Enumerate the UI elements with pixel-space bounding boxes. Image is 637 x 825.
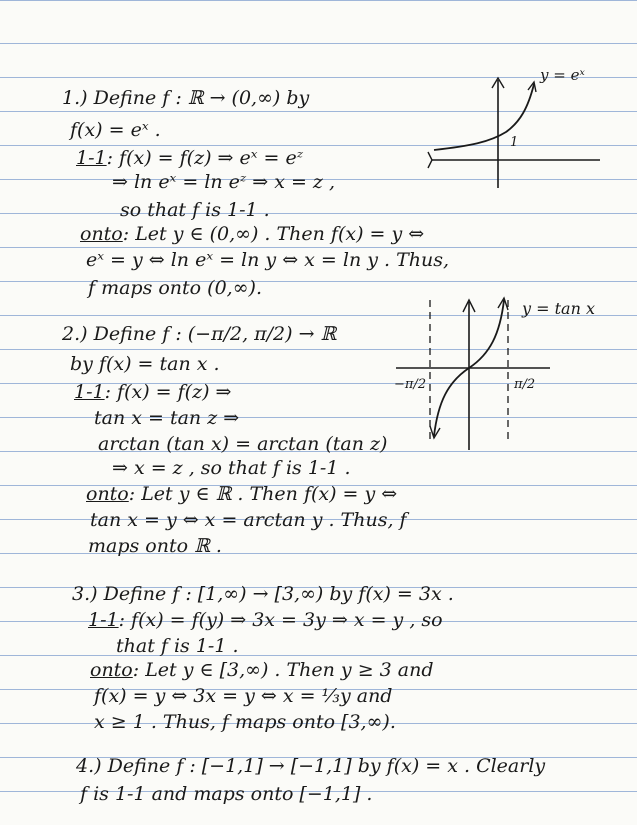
problem-3-line-4: [90, 658, 434, 682]
problem-1-line-3: [76, 146, 303, 170]
problem-2-line-4: tan x = tan z ⇒: [94, 407, 240, 429]
problem-4-line-2: f is 1-1 and maps onto [−1,1] .: [80, 783, 373, 805]
problem-1-line-5: so that f is 1-1 .: [120, 199, 270, 221]
curve-label: y = tan x: [522, 299, 595, 318]
problem-1-line-2: f(x) = eˣ .: [70, 119, 161, 141]
problem-1-line-4: ⇒ ln eˣ = ln eᶻ ⇒ x = z ,: [112, 171, 335, 193]
problem-2-line-5: arctan (tan x) = arctan (tan z): [98, 433, 388, 455]
problem-3-line-5: f(x) = y ⇔ 3x = y ⇔ x = ⅓y and: [94, 685, 393, 707]
onto-label: onto: [80, 223, 123, 245]
problem-3-line-6: x ≥ 1 . Thus, f maps onto [3,∞).: [94, 711, 396, 733]
problem-3-line-1: 3.) Define f : [1,∞) → [3,∞) by f(x) = 3x .: [72, 583, 454, 605]
line-text: : f(x) = f(z) ⇒: [104, 381, 232, 403]
exponential-graph: [420, 62, 620, 192]
x-axis-arrowhead: [428, 152, 432, 168]
line-text: : Let y ∈ ℝ . Then f(x) = y ⇔: [128, 483, 398, 505]
problem-3-line-3: that f is 1-1 .: [116, 635, 239, 657]
right-tick-label: π/2: [514, 377, 536, 392]
one-to-one-label: 1-1: [76, 147, 107, 169]
one-to-one-label: 1-1: [88, 609, 119, 631]
one-to-one-label: 1-1: [74, 381, 105, 403]
y-intercept-label: 1: [510, 135, 519, 150]
problem-2-line-8: tan x = y ⇔ x = arctan y . Thus, f: [90, 509, 407, 531]
onto-label: onto: [86, 483, 129, 505]
problem-2-line-6: ⇒ x = z , so that f is 1-1 .: [112, 457, 351, 479]
problem-2-line-7: [86, 482, 397, 506]
line-text: : Let y ∈ (0,∞) . Then f(x) = y ⇔: [122, 223, 425, 245]
problem-2-line-2: by f(x) = tan x .: [70, 353, 220, 375]
line-text: : Let y ∈ [3,∞) . Then y ≥ 3 and: [132, 659, 434, 681]
problem-1-line-8: f maps onto (0,∞).: [88, 277, 262, 299]
tangent-graph: [390, 292, 622, 454]
problem-1-line-7: eˣ = y ⇔ ln eˣ = ln y ⇔ x = ln y . Thus,: [86, 249, 450, 271]
problem-4-line-1: 4.) Define f : [−1,1] → [−1,1] by f(x) = x . Clearly: [76, 755, 546, 777]
left-tick-label: −π/2: [394, 377, 427, 392]
problem-1-line-6: [80, 222, 424, 246]
problem-2-line-3: [74, 380, 231, 404]
exponential-curve: [434, 84, 534, 150]
problem-1-line-1: 1.) Define f : ℝ → (0,∞) by: [62, 87, 310, 109]
problem-2-line-1: 2.) Define f : (−π/2, π/2) → ℝ: [62, 323, 337, 345]
onto-label: onto: [90, 659, 133, 681]
problem-3-line-2: [88, 608, 443, 632]
line-text: : f(x) = f(z) ⇒ eˣ = eᶻ: [106, 147, 304, 169]
curve-label: y = eˣ: [540, 66, 585, 84]
problem-2-line-9: maps onto ℝ .: [88, 535, 222, 557]
line-text: : f(x) = f(y) ⇒ 3x = 3y ⇒ x = y , so: [118, 609, 443, 631]
